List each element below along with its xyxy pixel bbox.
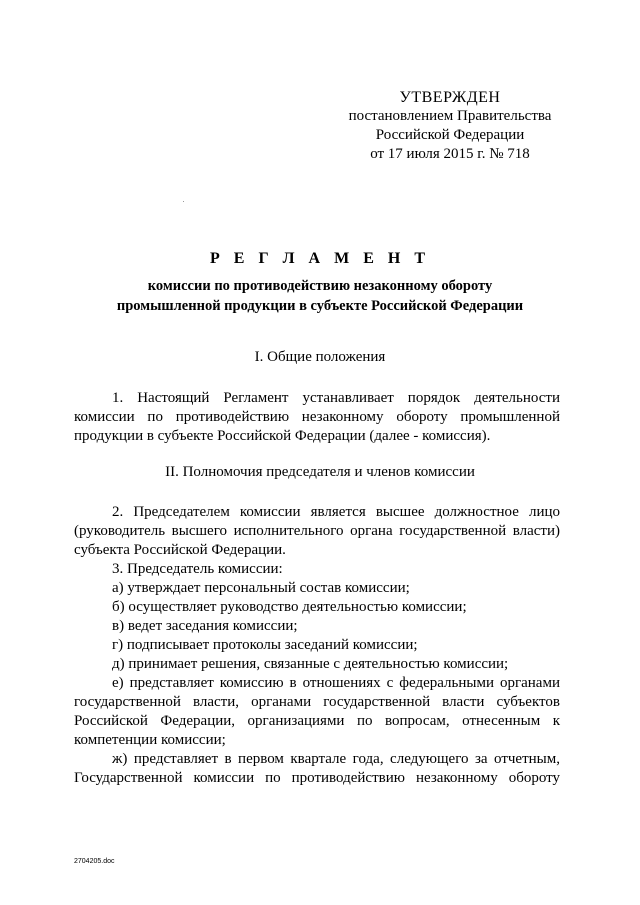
list-item-e: е) представляет комиссию в отношениях с федеральными органами государственной власти, органами государственной власти субъектов Российской Федерации, организациями по вопросам, отнесенным к компетенции комиссии;: [74, 675, 560, 748]
paragraph-3: 3. Председатель комиссии:: [112, 561, 283, 577]
approval-stamp: [330, 88, 570, 164]
approval-line-2: Российской Федерации: [375, 127, 525, 143]
document-title: Р Е Г Л А М Е Н Т: [210, 250, 430, 267]
list-item-d: д) принимает решения, связанные с деятельностью комиссии;: [112, 656, 509, 672]
list-item-g: г) подписывает протоколы заседаний комиссии;: [112, 637, 418, 653]
subtitle-line-1: комиссии по противодействию незаконному обороту: [147, 278, 493, 294]
paragraph-1: 1. Настоящий Регламент устанавливает порядок деятельности комиссии по противодействию незаконному обороту промышленной продукции в субъекте Российской Федерации (далее - комиссия).: [74, 390, 560, 444]
document-subtitle: [0, 276, 640, 316]
section-2-body: [74, 503, 560, 788]
subtitle-line-2: промышленной продукции в субъекте Российской Федерации: [116, 298, 524, 314]
list-item-v: в) ведет заседания комиссии;: [112, 618, 298, 634]
section-2-heading: II. Полномочия председателя и членов комиссии: [165, 464, 475, 480]
list-item-a: а) утверждает персональный состав комиссии;: [112, 580, 410, 596]
list-item-b: б) осуществляет руководство деятельностью комиссии;: [112, 599, 467, 615]
section-1-heading: I. Общие положения: [254, 349, 386, 365]
file-name-footer: 2704205.doc: [74, 858, 115, 865]
scan-speck: [183, 201, 184, 202]
approval-line-1: постановлением Правительства: [348, 108, 552, 124]
paragraph-2: 2. Председателем комиссии является высшее должностное лицо (руководитель высшего исполнительного органа государственной власти) субъекта Российской Федерации.: [74, 504, 560, 558]
list-item-zh: ж) представляет в первом квартале года, следующего за отчетным, Государственной комиссии по противодействию незаконному обороту: [74, 751, 560, 786]
approval-title: УТВЕРЖДЕН: [399, 89, 501, 106]
section-1-body: [74, 389, 560, 446]
approval-date: от 17 июля 2015 г. № 718: [370, 146, 530, 162]
